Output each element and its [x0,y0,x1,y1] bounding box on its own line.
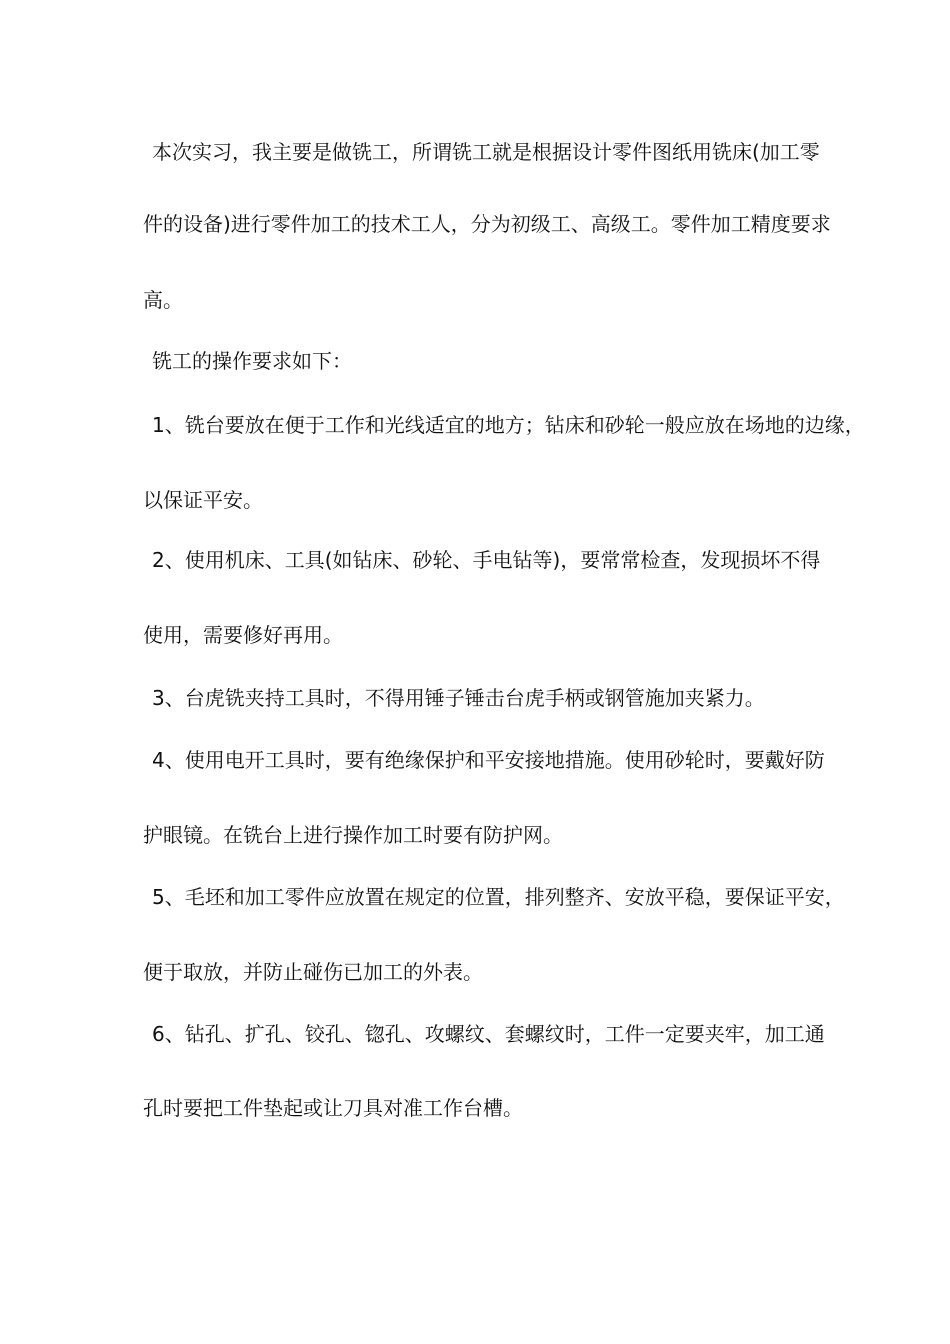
text-line: 铣工的操作要求如下： [152,349,352,373]
text-line: 孔时要把工件垫起或让刀具对准工作台槽。 [143,1096,523,1120]
text-line: 护眼镜。在铣台上进行操作加工时要有防护网。 [143,823,563,847]
text-line: 便于取放，并防止碰伤已加工的外表。 [143,960,483,984]
list-item-1: 1、铣台要放在便于工作和光线适宜的地方；钻床和砂轮一般应放在场地的边缘， [152,413,865,437]
text-line: 本次实习，我主要是做铣工，所谓铣工就是根据设计零件图纸用铣床(加工零 [152,140,820,164]
list-item-2: 2、使用机床、工具(如钻床、砂轮、手电钻等)，要常常检查，发现损坏不得 [152,548,821,572]
text-line: 件的设备)进行零件加工的技术工人，分为初级工、高级工。零件加工精度要求 [143,212,831,236]
text-line: 高。 [143,288,183,312]
list-item-6: 6、钻孔、扩孔、铰孔、锪孔、攻螺纹、套螺纹时，工件一定要夹牢，加工通 [152,1022,825,1046]
list-item-3: 3、台虎铣夹持工具时，不得用锤子锤击台虎手柄或钢管施加夹紧力。 [152,686,765,710]
text-line: 使用，需要修好再用。 [143,623,343,647]
list-item-4: 4、使用电开工具时，要有绝缘保护和平安接地措施。使用砂轮时，要戴好防 [152,748,825,772]
text-line: 以保证平安。 [143,488,263,512]
list-item-5: 5、毛坯和加工零件应放置在规定的位置，排列整齐、安放平稳，要保证平安， [152,885,845,909]
